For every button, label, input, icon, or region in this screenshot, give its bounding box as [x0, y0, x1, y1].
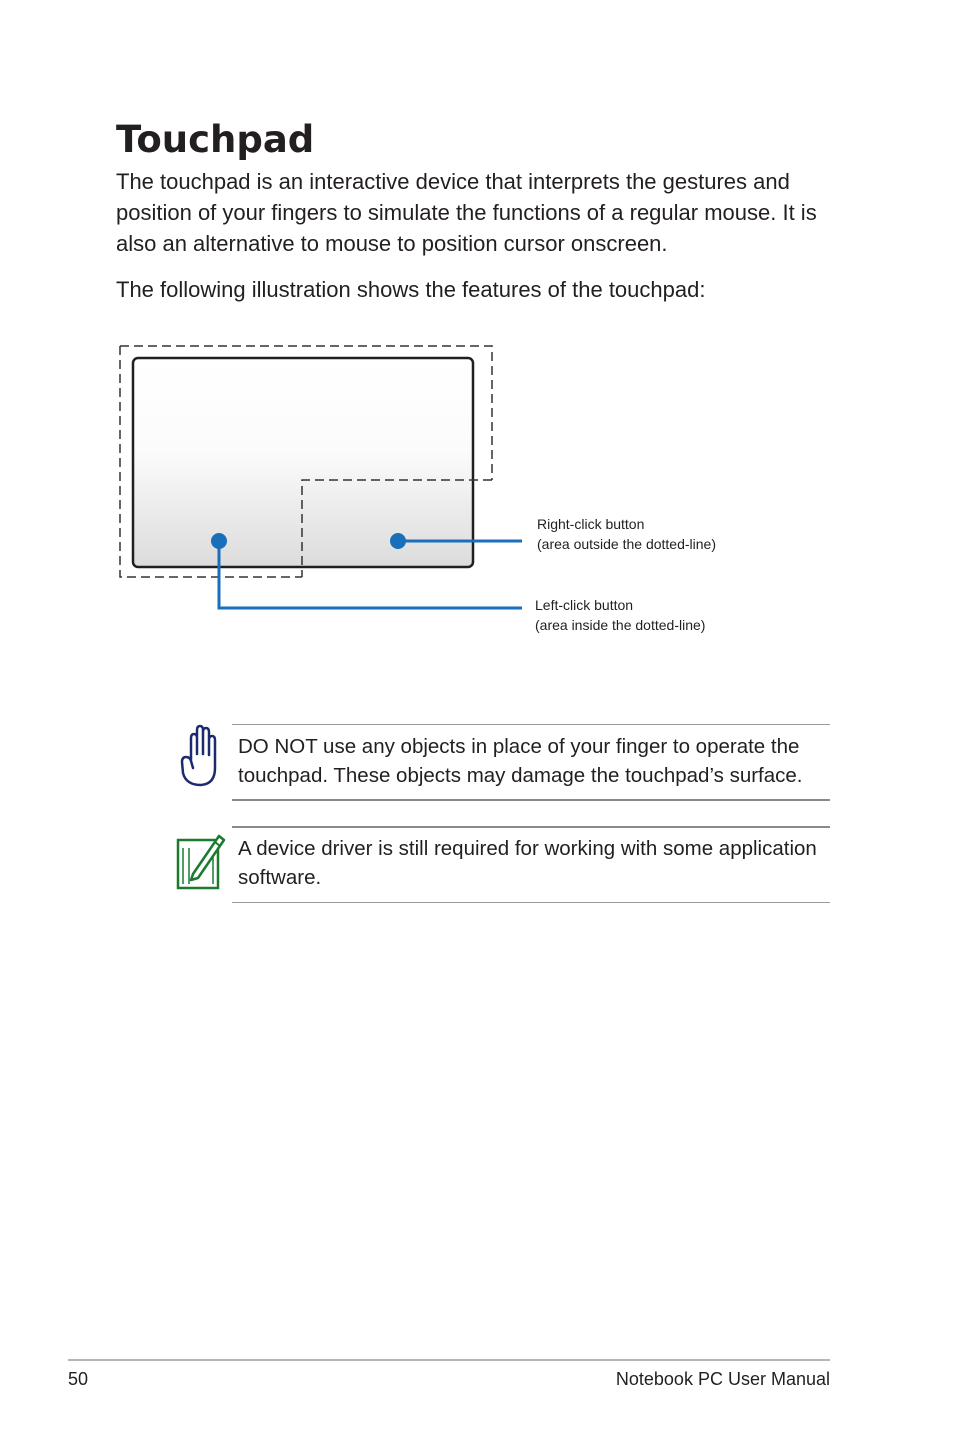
hand-stop-icon	[180, 724, 224, 788]
right-click-label: Right-click button	[537, 516, 645, 532]
left-click-callout	[535, 595, 705, 635]
warning-top-rule	[232, 724, 830, 725]
page-title: Touchpad	[116, 118, 315, 161]
intro-paragraph: The touchpad is an interactive device that interprets the gestures and position of your fingers to simulate the functions of a regular mouse. It is also an alternative to mouse to position cursor onscreen.	[116, 169, 817, 256]
left-click-dot	[211, 533, 227, 549]
left-click-label: Left-click button	[535, 597, 634, 613]
manual-name: Notebook PC User Manual	[615, 1369, 830, 1389]
note-pencil-icon	[175, 830, 227, 894]
touchpad-surface	[133, 358, 473, 567]
footer-rule	[68, 1359, 830, 1361]
note-text: A device driver is still required for working with some application software.	[238, 837, 817, 889]
right-click-note: (area outside the dotted-line)	[537, 536, 716, 552]
page-number: 50	[68, 1369, 89, 1389]
right-click-callout	[537, 514, 716, 554]
touchpad-illustration	[0, 0, 954, 700]
right-click-dot	[390, 533, 406, 549]
warning-text: DO NOT use any objects in place of your finger to operate the touchpad. These objects may damage the touchpad’s surface.	[238, 735, 803, 787]
note-top-rule	[232, 826, 830, 828]
note-bottom-rule	[232, 902, 830, 903]
left-click-note: (area inside the dotted-line)	[535, 617, 706, 633]
warning-bottom-rule	[232, 799, 830, 801]
illustration-intro: The following illustration shows the features of the touchpad:	[116, 277, 706, 302]
